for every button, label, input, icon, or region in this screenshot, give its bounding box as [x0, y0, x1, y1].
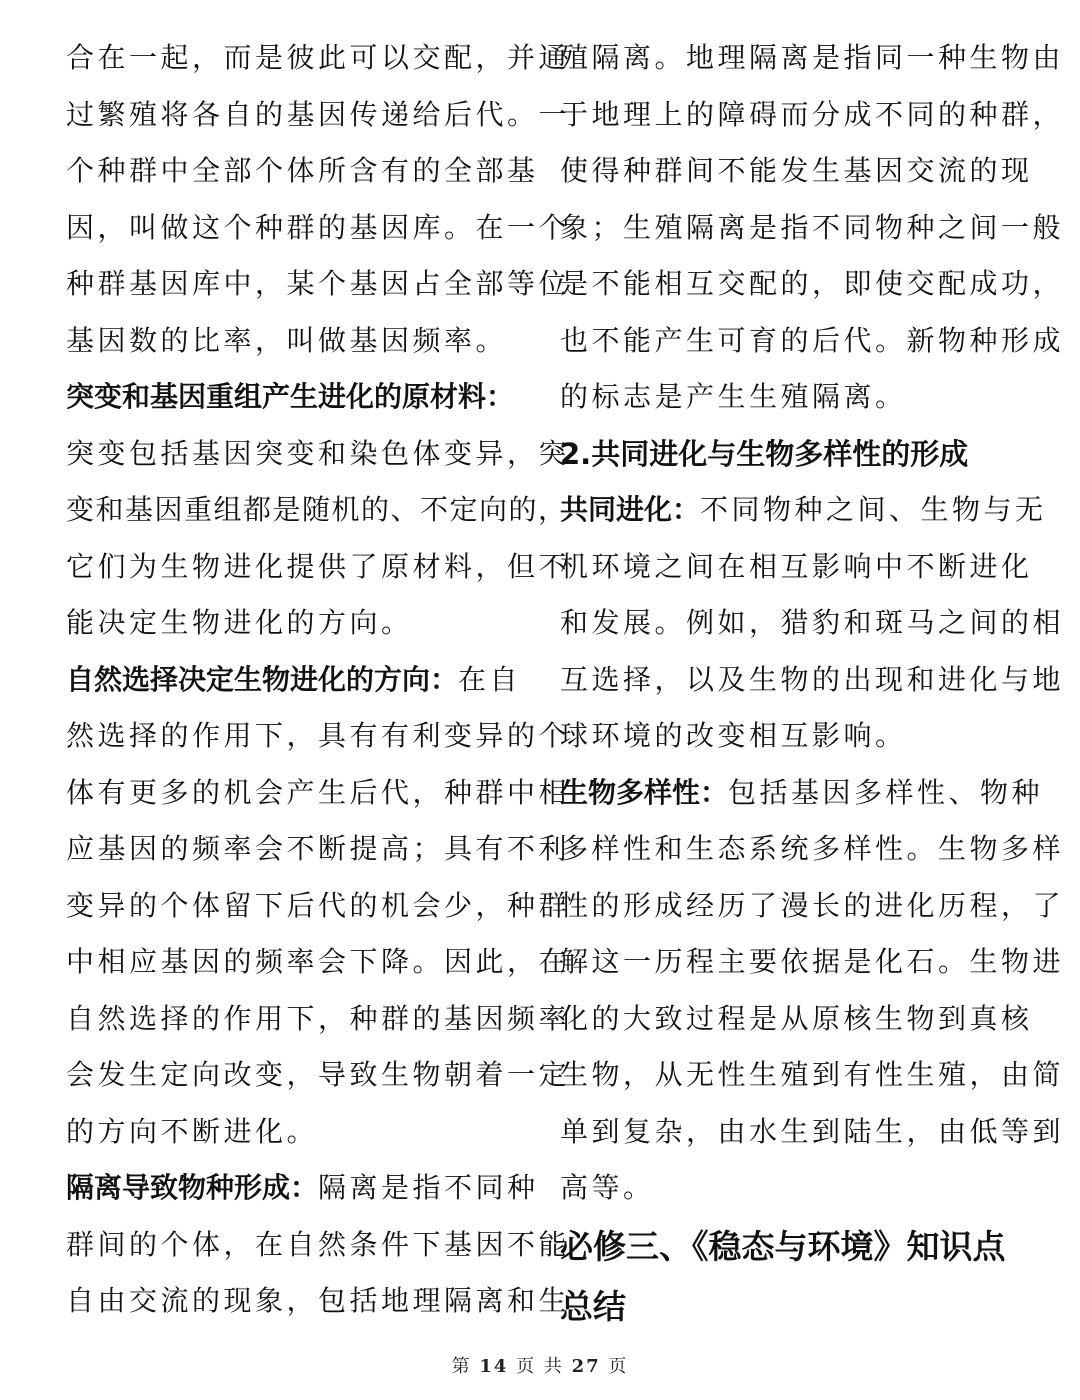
paragraph-title: 隔离导致物种形成：	[66, 1171, 319, 1204]
page-footer	[0, 1352, 1080, 1378]
text-line: 会发生定向改变，导致生物朝着一定	[66, 1058, 571, 1091]
current-page-number: 14	[479, 1356, 509, 1377]
text-line: 合在一起，而是彼此可以交配，并通	[66, 41, 571, 74]
paragraph-title: 突变和基因重组产生进化的原材料：	[66, 380, 515, 413]
text-line: 自由交流的现象，包括地理隔离和生	[66, 1284, 571, 1317]
paragraph-title: 共同进化：	[560, 493, 701, 526]
text-line: 单到复杂，由水生到陆生，由低等到	[560, 1114, 1065, 1148]
paragraph-title-line	[66, 1160, 539, 1217]
text-line: 高等。	[560, 1171, 655, 1204]
text-line: 解这一历程主要依据是化石。生物进	[560, 945, 1065, 978]
paragraph-text: 隔离是指不同种	[318, 1171, 539, 1204]
text-line: 球环境的改变相互影响。	[560, 719, 907, 752]
text-line: 化的大致过程是从原核生物到真核	[560, 1001, 1033, 1035]
text-line: 自然选择的作用下，种群的基因频率	[66, 1001, 571, 1035]
text-line: 和发展。例如，猎豹和斑马之间的相	[560, 606, 1065, 639]
text-line: 基因数的比率，叫做基因频率。	[66, 323, 508, 357]
text-line: 多样性和生态系统多样性。生物多样	[560, 832, 1065, 865]
text-line: 种群基因库中，某个基因占全部等位	[66, 267, 571, 300]
text-line: 过繁殖将各自的基因传递给后代。一	[66, 97, 571, 131]
paragraph-title-line	[560, 765, 1044, 822]
text-line: 群间的个体，在自然条件下基因不能	[66, 1227, 571, 1261]
text-line: 互选择，以及生物的出现和进化与地	[560, 662, 1065, 696]
footer-suffix: 页	[608, 1356, 629, 1377]
chapter-heading: 必修三、《稳态与环境》知识点	[560, 1226, 1006, 1266]
text-line: 中相应基因的频率会下降。因此，在	[66, 945, 571, 978]
text-line: 性的形成经历了漫长的进化历程，了	[560, 888, 1065, 922]
text-line: 变异的个体留下后代的机会少，种群	[66, 888, 571, 922]
text-line: 变和基因重组都是随机的、不定向的，	[66, 493, 568, 526]
paragraph-text: 不同物种之间、生物与无	[700, 493, 1047, 526]
footer-middle: 页 共	[516, 1356, 564, 1377]
left-column	[66, 30, 571, 1330]
text-line: 突变包括基因突变和染色体变异，突	[66, 436, 571, 470]
paragraph-text: 在自	[458, 662, 522, 696]
paragraph-title: 自然选择决定生物进化的方向：	[66, 662, 459, 696]
right-column	[560, 30, 1065, 1337]
text-line: 应基因的频率会不断提高；具有不利	[66, 832, 571, 865]
section-heading: 2.共同进化与生物多样性的形成	[560, 436, 969, 471]
total-page-count: 27	[571, 1356, 601, 1377]
text-line: 个种群中全部个体所含有的全部基	[66, 154, 539, 187]
paragraph-title-line	[560, 482, 1047, 539]
text-line: 能决定生物进化的方向。	[66, 606, 413, 639]
text-line: 是不能相互交配的，即使交配成功，	[560, 267, 1065, 300]
footer-prefix: 第	[451, 1356, 472, 1377]
text-line: 使得种群间不能发生基因交流的现	[560, 154, 1033, 187]
paragraph-title: 生物多样性：	[560, 775, 729, 809]
text-line: 也不能产生可育的后代。新物种形成	[560, 323, 1065, 357]
text-line: 象；生殖隔离是指不同物种之间一般	[560, 210, 1065, 244]
paragraph-title-line	[66, 652, 526, 709]
paragraph-text: 包括基因多样性、物种	[728, 775, 1044, 809]
text-line: 的标志是产生生殖隔离。	[560, 380, 907, 413]
text-line: 生物，从无性生殖到有性生殖，由简	[560, 1058, 1065, 1091]
text-line: 它们为生物进化提供了原材料，但不	[66, 549, 571, 583]
text-line: 然选择的作用下，具有有利变异的个	[66, 719, 571, 752]
text-line: 机环境之间在相互影响中不断进化	[560, 549, 1033, 583]
text-line: 殖隔离。地理隔离是指同一种生物由	[560, 41, 1065, 74]
text-line: 的方向不断进化。	[66, 1114, 319, 1148]
text-line: 体有更多的机会产生后代，种群中相	[66, 775, 571, 809]
text-line: 于地理上的障碍而分成不同的种群，	[560, 97, 1065, 131]
paragraph-title-line	[66, 369, 526, 426]
chapter-heading-continued: 总结	[560, 1286, 626, 1326]
text-line: 因，叫做这个种群的基因库。在一个	[66, 210, 571, 244]
